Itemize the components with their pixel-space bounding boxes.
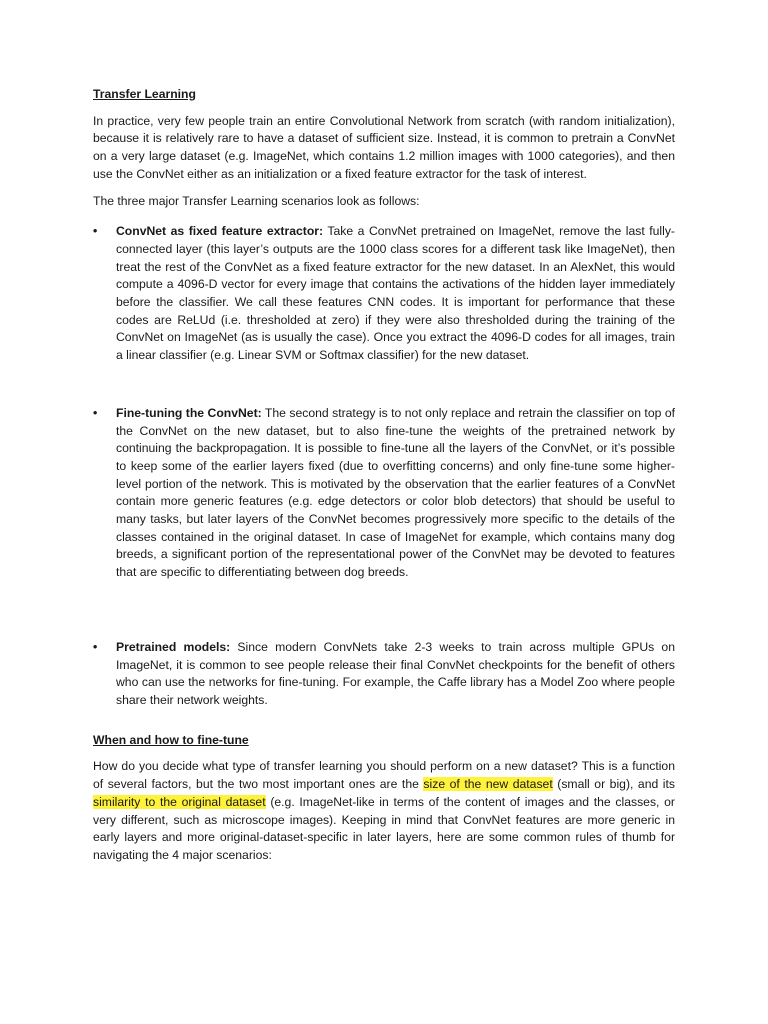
bullet-marker: •	[93, 639, 98, 654]
bullet-marker: •	[93, 224, 98, 239]
document-page	[93, 86, 675, 865]
scenarios-lead-paragraph: The three major Transfer Learning scenarios look as follows:	[93, 193, 420, 208]
highlight-similarity-to-original: similarity to the original dataset	[93, 794, 266, 809]
highlight-size-of-new-dataset: size of the new dataset	[423, 777, 553, 792]
intro-paragraph: In practice, very few people train an entire Convolutional Network from scratch (with random initialization), because it is relatively rare to have a dataset of sufficient size. Instead, it is common to pretrain a ConvNet on a very large dataset (e.g. ImageNet, which contains 1.2 million images with 1000 categories), and then use the ConvNet either as an initialization or a fixed feature extractor for the task of interest.	[93, 113, 675, 181]
bullet-marker: •	[93, 405, 98, 420]
bullet-term: Fine-tuning the ConvNet:	[116, 405, 262, 420]
paragraph-text: How do you decide what type of transfer learning you should perform on a new dataset? This is a function of several factors, but the two most important ones are the	[93, 759, 675, 792]
bullet-text: The second strategy is to not only replace and retrain the classifier on top of the ConvNet on the new dataset, but to also fine-tune the weights of the pretrained network by continuing the backpropagation. It is possible to fine-tune all the layers of the ConvNet, or it’s possible to keep some of the earlier layers fixed (due to overfitting concerns) and only fine-tune some higher-level portion of the network. This is motivated by the observation that the earlier features of a ConvNet contain more generic features (e.g. edge detectors or color blob detectors) that should be useful to many tasks, but later layers of the ConvNet becomes progressively more specific to the details of the classes contained in the original dataset. In case of ImageNet for example, which contains many dog breeds, a significant portion of the representational power of the ConvNet may be devoted to features that are specific to differentiating between dog breeds.	[116, 405, 675, 580]
list-item-fine-tuning	[93, 405, 675, 582]
bullet-term: Pretrained models:	[116, 639, 231, 654]
list-item-pretrained-models	[93, 639, 675, 710]
section-heading-when-how-fine-tune: When and how to fine-tune	[93, 732, 249, 747]
fine-tune-paragraph	[93, 758, 675, 864]
paragraph-text: (e.g. ImageNet-like in terms of the content of images and the classes, or very different, such as microscope images). Keeping in mind that ConvNet features are more generic in early layers and more original-dataset-specific in later layers, here are some common rules of thumb for navigating the 4 major scenarios:	[93, 794, 675, 862]
scenario-list	[93, 223, 675, 709]
bullet-text: Since modern ConvNets take 2-3 weeks to train across multiple GPUs on ImageNet, it is common to see people release their final ConvNet checkpoints for the benefit of others who can use the networks for fine-tuning. For example, the Caffe library has a Model Zoo where people share their network weights.	[116, 639, 675, 707]
bullet-text: Take a ConvNet pretrained on ImageNet, remove the last fully-connected layer (this layer’s outputs are the 1000 class scores for a different task like ImageNet), then treat the rest of the ConvNet as a fixed feature extractor for the new dataset. In an AlexNet, this would compute a 4096-D vector for every image that contains the activations of the hidden layer immediately before the classifier. We call these features CNN codes. It is important for performance that these codes are ReLUd (i.e. thresholded at zero) if they were also thresholded during the training of the ConvNet on ImageNet (as is usually the case). Once you extract the 4096-D codes for all images, train a linear classifier (e.g. Linear SVM or Softmax classifier) for the new dataset.	[116, 224, 675, 363]
section-heading-transfer-learning: Transfer Learning	[93, 87, 196, 101]
bullet-term: ConvNet as fixed feature extractor:	[116, 224, 324, 239]
paragraph-text: (small or big), and its	[552, 777, 675, 792]
list-item-fixed-feature-extractor	[93, 223, 675, 365]
